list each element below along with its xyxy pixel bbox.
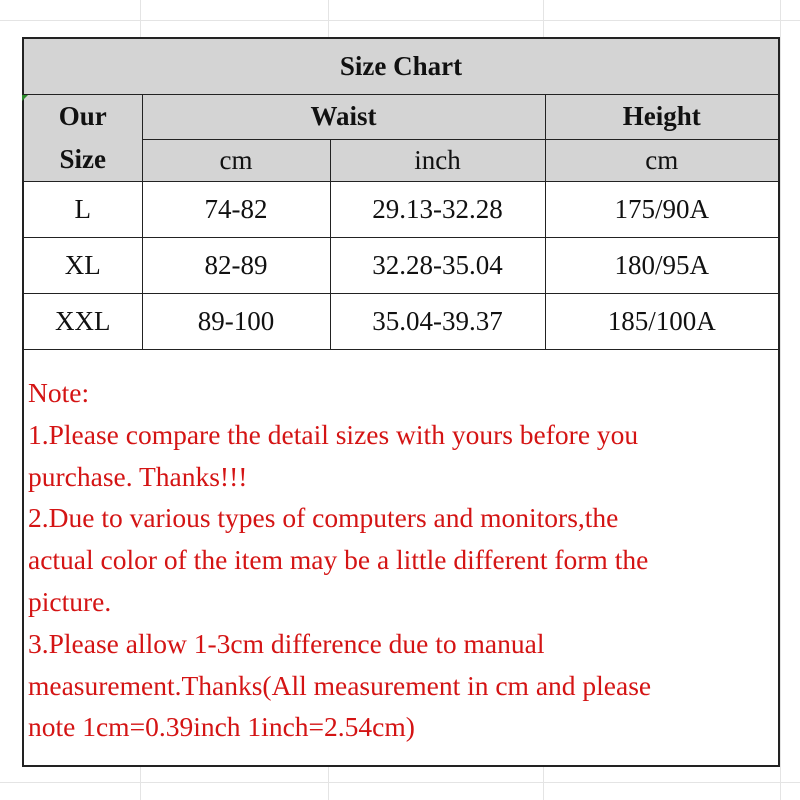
note-line: actual color of the item may be a little different form the xyxy=(28,544,649,576)
note-heading: Note: xyxy=(28,377,90,408)
waist-header: Waist xyxy=(142,95,545,140)
grid-line xyxy=(0,782,800,783)
size-cell: XL xyxy=(24,238,142,294)
note-line: 1.Please compare the detail sizes with yours before you xyxy=(28,418,639,450)
size-header-line1: Our xyxy=(58,101,107,131)
note-line: measurement.Thanks(All measurement in cm and please xyxy=(28,669,652,701)
size-header-line2: Size xyxy=(59,144,106,174)
note-box xyxy=(28,372,773,748)
waist-cm-cell: 74-82 xyxy=(142,182,330,238)
waist-inch-cell: 35.04-39.37 xyxy=(330,294,545,350)
table-row xyxy=(24,182,778,238)
note-line: note 1cm=0.39inch 1inch=2.54cm) xyxy=(28,711,415,743)
size-chart-sheet xyxy=(22,37,780,767)
waist-inch-cell: 32.28-35.04 xyxy=(330,238,545,294)
height-cm-unit: cm xyxy=(545,139,778,181)
note-line: 3.Please allow 1-3cm difference due to manual xyxy=(28,627,545,659)
height-cell: 175/90A xyxy=(545,182,778,238)
waist-cm-cell: 82-89 xyxy=(142,238,330,294)
note-line: 2.Due to various types of computers and monitors,the xyxy=(28,502,619,534)
note-line: purchase. Thanks!!! xyxy=(28,460,248,492)
waist-inch-unit: inch xyxy=(330,139,545,181)
size-cell: XXL xyxy=(24,294,142,350)
waist-cm-unit: cm xyxy=(142,139,330,181)
size-chart-table xyxy=(24,39,778,350)
size-cell: L xyxy=(24,182,142,238)
table-title: Size Chart xyxy=(24,39,778,95)
table-row xyxy=(24,294,778,350)
grid-line xyxy=(780,0,781,800)
grid-line xyxy=(0,20,800,21)
table-row xyxy=(24,238,778,294)
height-cell: 185/100A xyxy=(545,294,778,350)
height-header: Height xyxy=(545,95,778,140)
waist-cm-cell: 89-100 xyxy=(142,294,330,350)
note-line: picture. xyxy=(28,585,112,617)
cell-comment-marker xyxy=(22,95,28,101)
height-cell: 180/95A xyxy=(545,238,778,294)
waist-inch-cell: 29.13-32.28 xyxy=(330,182,545,238)
size-header xyxy=(24,95,142,182)
